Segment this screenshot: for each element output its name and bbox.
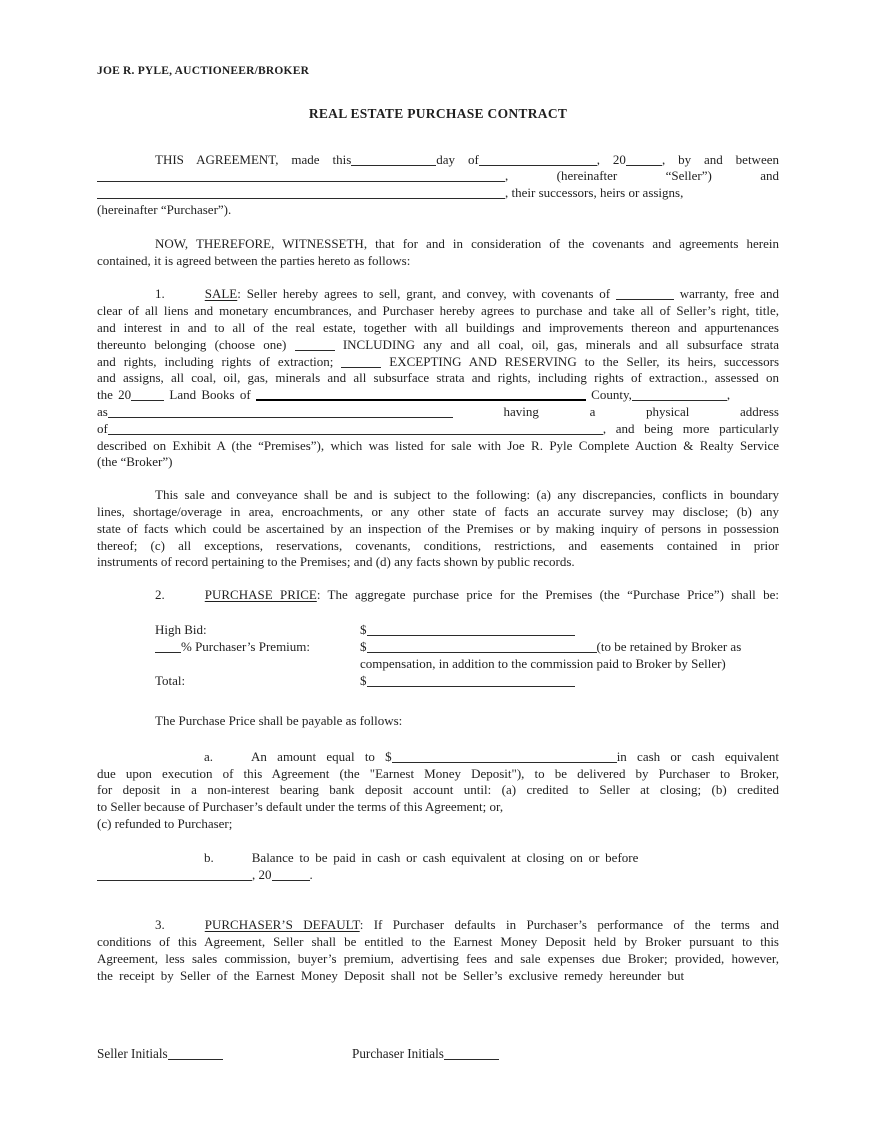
price-value-cell <box>360 638 779 655</box>
text-run: (to be retained by Broker as <box>596 638 742 654</box>
text-run: Balance to be paid in cash or cash equivalent at closing on or before <box>251 849 639 865</box>
text-line <box>97 370 779 387</box>
blank-field <box>392 758 617 763</box>
text-run: , 20 <box>596 151 626 167</box>
text-run: of <box>97 420 108 436</box>
text-run: $ <box>360 621 367 637</box>
text-run: (c) refunded to Purchaser; <box>97 815 233 831</box>
seller-initials <box>97 1046 223 1062</box>
price-row <box>97 672 779 689</box>
text-line <box>97 487 779 504</box>
item-a-earnest-money <box>97 749 779 833</box>
indent-gap <box>97 297 155 298</box>
text-line <box>97 438 779 455</box>
text-run: $ <box>360 672 367 688</box>
text-run: (the “Broker”) <box>97 454 173 470</box>
text-line <box>97 337 779 354</box>
text-run: thereof; (c) all exceptions, reservations, covenants, conditions, restrictions, and easements contained in prior <box>97 537 779 553</box>
text-run: : If Purchaser defaults in Purchaser’s performance of the terms and <box>359 917 779 933</box>
broker-header <box>97 63 779 80</box>
indent-gap <box>213 760 251 761</box>
text-run: , 20 <box>252 866 272 882</box>
blank-field <box>367 631 575 636</box>
text-line <box>97 521 779 538</box>
indent-gap <box>97 163 155 164</box>
section-1-sale <box>97 286 779 471</box>
seller-initials-label: Seller Initials <box>97 1046 168 1061</box>
text-run: Agreement, less sales commission, buyer’s premium, advertising fees and sale expenses due Broker; provided, however, <box>97 950 779 966</box>
blank-field <box>97 194 505 199</box>
underlined-heading: SALE <box>204 286 238 302</box>
blank-field <box>626 161 662 166</box>
text-run: contained, it is agreed between the parties hereto as follows: <box>97 252 411 268</box>
section-3-purchasers-default <box>97 917 779 984</box>
text-line <box>97 782 779 799</box>
underlined-heading: PURCHASE PRICE <box>204 587 317 603</box>
text-run: , <box>726 387 731 403</box>
text-run: in cash or cash equivalent <box>616 748 779 764</box>
blank-field <box>341 363 381 368</box>
indent-gap <box>214 861 252 862</box>
blank-field <box>272 876 310 881</box>
blank-field <box>367 648 597 653</box>
text-run: and rights, including rights of extraction; <box>97 353 342 369</box>
text-line <box>97 202 779 219</box>
price-label-cell <box>97 655 360 672</box>
opening-paragraph <box>97 152 779 219</box>
text-line <box>97 713 779 730</box>
blank-field <box>351 161 436 166</box>
price-row <box>97 655 779 672</box>
text-run: This sale and conveyance shall be and is subject to the following: (a) any discrepancies, conflicts in boundary <box>155 487 779 503</box>
text-run: warranty, free and <box>673 286 779 302</box>
text-line <box>97 253 779 270</box>
text-run: . <box>309 866 313 882</box>
price-value-cell <box>360 621 779 638</box>
text-line <box>97 63 779 80</box>
text-run: and interest in and to all of the real estate, together with all buildings and improvements thereon and appurtenances <box>97 319 779 335</box>
text-run: : Seller hereby agrees to sell, grant, and convey, with covenants of <box>237 286 616 302</box>
blank-field <box>108 413 453 418</box>
price-row <box>97 638 779 655</box>
text-line <box>97 816 779 833</box>
blank-field <box>97 177 505 182</box>
text-run: day of <box>436 151 479 167</box>
document-body <box>97 63 779 984</box>
price-label-cell <box>97 638 360 655</box>
witnesseth-paragraph <box>97 236 779 270</box>
sale-conveyance-paragraph <box>97 487 779 571</box>
text-run: for deposit in a non-interest bearing bank deposit account until: (a) credited to Seller at closing; (b) credited <box>97 782 779 798</box>
text-run: 3. <box>155 917 165 933</box>
text-run: compensation, in addition to the commission paid to Broker by Seller) <box>360 655 726 671</box>
blank-field <box>367 682 575 687</box>
text-line <box>97 303 779 320</box>
text-run: conditions of this Agreement, Seller shall be entitled to the Earnest Money Deposit held by Broker pursuant to this <box>97 934 779 950</box>
text-line <box>97 504 779 521</box>
text-run: NOW, THEREFORE, WITNESSETH, that for and in consideration of the covenants and agreements herein <box>155 235 779 251</box>
text-line <box>97 951 779 968</box>
text-run: INCLUDING any and all coal, oil, gas, minerals and all subsurface strata <box>334 336 779 352</box>
text-run: clear of all liens and monetary encumbrances, and Purchaser hereby agrees to purchase and take all of Seller’s right, title, <box>97 303 779 319</box>
blank-field-bold <box>256 396 586 401</box>
text-run: 1. <box>155 286 165 302</box>
text-line <box>97 749 779 766</box>
indent-gap <box>97 928 155 929</box>
blank-field <box>97 876 252 881</box>
document-title <box>97 106 779 123</box>
text-line <box>97 454 779 471</box>
text-run: $ <box>360 638 367 654</box>
blank-field <box>131 396 164 401</box>
text-line <box>97 286 779 303</box>
text-line <box>97 421 779 438</box>
indent-gap <box>97 498 155 499</box>
text-run: instruments of record pertaining to the Premises; and (d) any facts shown by public records. <box>97 554 575 570</box>
text-run: (hereinafter “Purchaser”). <box>97 201 232 217</box>
text-run: having a physical address <box>452 403 779 419</box>
text-line <box>97 106 779 123</box>
text-line <box>97 538 779 555</box>
purchaser-initials-blank-field <box>444 1055 499 1060</box>
text-run: Land Books of <box>164 387 256 403</box>
text-run: THIS AGREEMENT, made this <box>155 151 352 167</box>
purchaser-initials <box>352 1046 499 1062</box>
indent-gap <box>97 247 155 248</box>
text-line <box>97 934 779 951</box>
text-line <box>97 387 779 404</box>
text-run: REAL ESTATE PURCHASE CONTRACT <box>308 105 568 121</box>
indent-gap <box>97 724 155 725</box>
text-run: a. <box>204 748 214 764</box>
blank-field <box>295 346 335 351</box>
indent-gap <box>97 760 204 761</box>
text-run: JOE R. PYLE, AUCTIONEER/BROKER <box>97 65 310 77</box>
text-line <box>97 850 779 867</box>
text-line <box>97 766 779 783</box>
text-run: the receipt by Seller of the Earnest Money Deposit shall not be Seller’s exclusive remedy hereunder but <box>97 967 685 983</box>
item-b-balance <box>97 850 779 884</box>
text-run: due upon execution of this Agreement (the "Earnest Money Deposit"), to be delivered by Purchaser to Broker, <box>97 765 779 781</box>
seller-initials-blank-field <box>168 1055 223 1060</box>
text-line <box>97 968 779 985</box>
underlined-heading: PURCHASER’S DEFAULT <box>204 917 360 933</box>
price-value-cell <box>360 655 779 672</box>
text-run: Total: <box>155 672 186 688</box>
text-line <box>97 587 779 604</box>
price-value-cell <box>360 672 779 689</box>
text-run: % Purchaser’s Premium: <box>181 638 311 654</box>
text-run: The Purchase Price shall be payable as follows: <box>155 712 403 728</box>
text-line <box>97 404 779 421</box>
blank-field <box>479 161 597 166</box>
text-run: High Bid: <box>155 621 207 637</box>
text-run: , (hereinafter “Seller”) and <box>505 168 779 184</box>
price-row <box>97 621 779 638</box>
text-line <box>97 320 779 337</box>
indent-gap <box>165 928 205 929</box>
purchaser-initials-label: Purchaser Initials <box>352 1046 444 1061</box>
text-line <box>97 554 779 571</box>
text-run: and assigns, all coal, oil, gas, minerals and all subsurface strata and rights, including rights of extraction., assessed on <box>97 370 779 386</box>
indent-gap <box>97 598 155 599</box>
text-run: EXCEPTING AND RESERVING to the Seller, its heirs, successors <box>381 353 780 369</box>
text-line <box>97 168 779 185</box>
text-run: b. <box>204 849 214 865</box>
text-line <box>97 354 779 371</box>
text-run: , by and between <box>661 151 779 167</box>
text-run: as <box>97 403 108 419</box>
text-line <box>97 185 779 202</box>
indent-gap <box>97 684 155 685</box>
text-run: An amount equal to $ <box>251 748 392 764</box>
text-run: state of facts which could be ascertained by an inspection of the Premises or by making inquiry of persons in possession <box>97 520 779 536</box>
text-run: , and being more particularly <box>602 420 779 436</box>
text-run: lines, shortage/overage in area, encroachments, or any other state of facts an accurate survey may disclose; (b) any <box>97 503 779 519</box>
text-run: thereunto belonging (choose one) <box>97 336 295 352</box>
text-run: , their successors, heirs or assigns, <box>505 185 684 201</box>
text-run: the 20 <box>97 387 132 403</box>
text-run: described on Exhibit A (the “Premises”), which was listed for sale with Joe R. Pyle Complete Auction & Realty Service <box>97 437 779 453</box>
text-line <box>97 867 779 884</box>
payable-line <box>97 713 779 730</box>
blank-field <box>632 396 727 401</box>
price-label-cell <box>97 672 360 689</box>
blank-field <box>616 295 674 300</box>
indent-gap <box>97 650 155 651</box>
text-run: County, <box>585 387 632 403</box>
text-line <box>97 152 779 169</box>
blank-field <box>155 648 181 653</box>
indent-gap <box>165 297 205 298</box>
blank-field <box>108 430 603 435</box>
price-label-cell <box>97 621 360 638</box>
text-line <box>97 917 779 934</box>
text-run: 2. <box>155 587 165 603</box>
indent-gap <box>97 861 204 862</box>
indent-gap <box>165 598 205 599</box>
section-2-purchase-price <box>97 587 779 604</box>
text-line <box>97 236 779 253</box>
text-run: to Seller because of Purchaser’s default under the terms of this Agreement; or, <box>97 799 504 815</box>
indent-gap <box>97 633 155 634</box>
text-line <box>97 799 779 816</box>
text-run: : The aggregate purchase price for the Premises (the “Purchase Price”) shall be: <box>316 587 779 603</box>
purchase-price-table <box>97 621 779 689</box>
